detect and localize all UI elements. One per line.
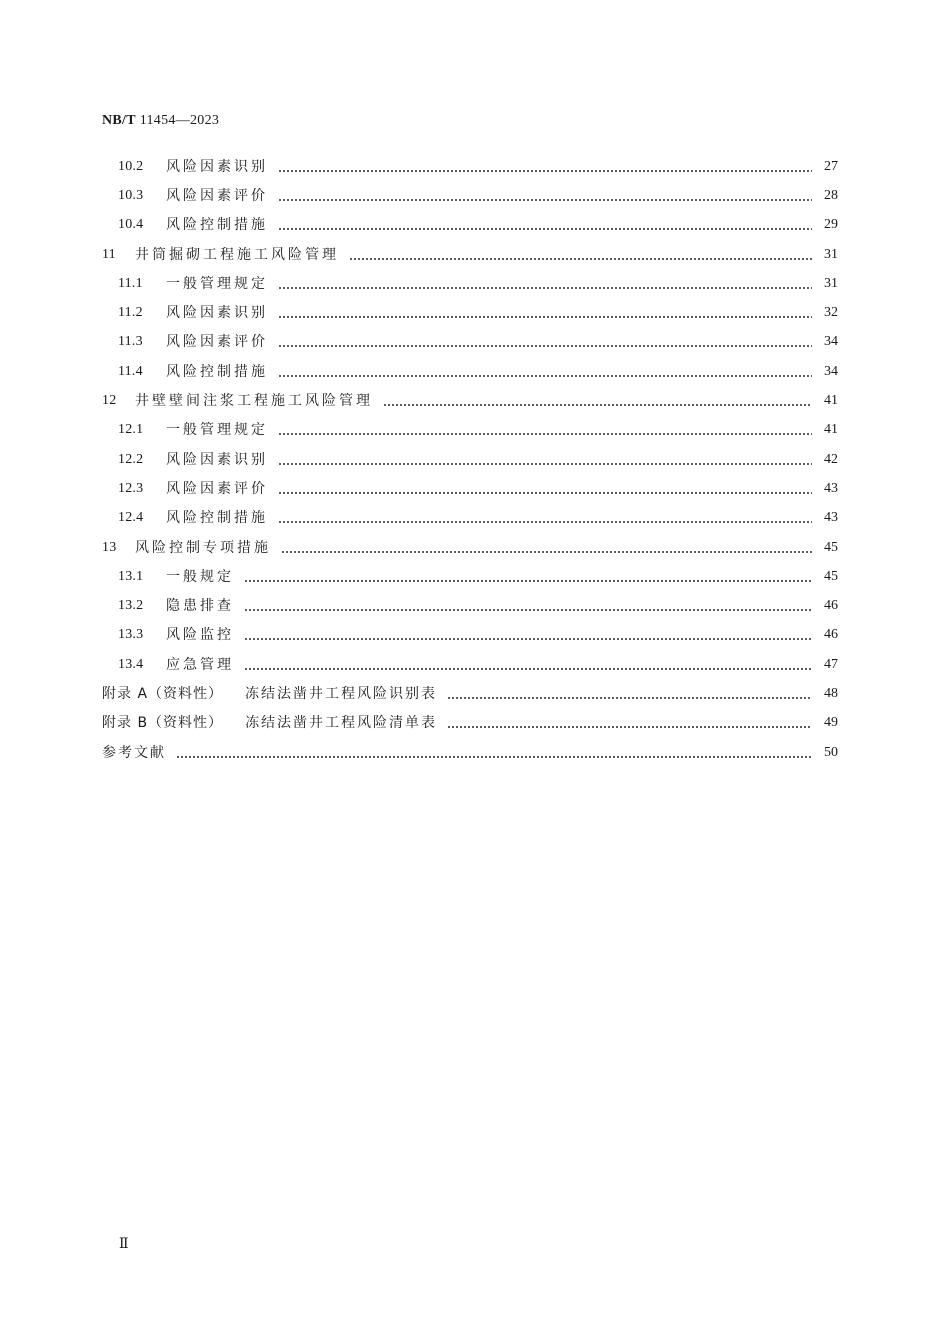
toc-entry[interactable] xyxy=(102,269,838,298)
document-code xyxy=(102,113,219,129)
toc-leader-dots xyxy=(278,160,812,174)
toc-leader-dots xyxy=(447,687,812,701)
toc-entry[interactable] xyxy=(102,562,838,591)
toc-entry-page: 46 xyxy=(824,598,838,614)
toc-leader-dots xyxy=(278,306,812,320)
toc-leader-dots xyxy=(278,482,812,496)
toc-leader-dots xyxy=(278,189,812,203)
toc-entry-title: 一般管理规定 xyxy=(166,275,268,292)
toc-entry-title: 风险控制措施 xyxy=(166,363,268,380)
toc-entry-title: 冻结法凿井工程风险识别表 xyxy=(245,685,438,702)
page-number: Ⅱ xyxy=(119,1237,129,1252)
toc-entry-page: 27 xyxy=(824,158,838,174)
toc-entry-page: 43 xyxy=(824,480,838,496)
toc-entry-page: 41 xyxy=(824,422,838,438)
toc-entry-number: 附录 A（资料性） xyxy=(102,685,224,702)
toc-entry-page: 45 xyxy=(824,568,838,584)
toc-entry-title: 风险因素评价 xyxy=(166,334,268,351)
toc-leader-dots xyxy=(244,658,812,672)
toc-entry[interactable] xyxy=(102,211,838,240)
toc-entry[interactable] xyxy=(102,474,838,503)
toc-leader-dots xyxy=(244,599,812,613)
toc-entry-title: 风险因素识别 xyxy=(166,451,268,468)
toc-entry-title: 井壁壁间注浆工程施工风险管理 xyxy=(135,393,373,410)
toc-entry-number: 13.3 xyxy=(118,627,144,643)
toc-entry-number: 13.4 xyxy=(118,656,144,672)
toc-entry[interactable] xyxy=(102,386,838,415)
toc-entry[interactable] xyxy=(102,591,838,620)
toc-entry-title: 一般管理规定 xyxy=(166,422,268,439)
toc-entry-number: 11.4 xyxy=(118,363,143,379)
toc-leader-dots xyxy=(383,394,812,408)
toc-entry-title: 井筒掘砌工程施工风险管理 xyxy=(135,246,339,263)
toc-entry[interactable] xyxy=(102,709,838,738)
toc-entry-number: 11.1 xyxy=(118,275,143,291)
toc-entry-title: 风险控制措施 xyxy=(166,510,268,527)
document-number: 11454—2023 xyxy=(139,113,220,128)
toc-entry-page: 31 xyxy=(824,246,838,262)
toc-entry-title: 风险监控 xyxy=(166,627,234,644)
toc-entry-page: 41 xyxy=(824,393,838,409)
toc-entry-title: 风险因素识别 xyxy=(166,158,268,175)
toc-entry-number: 13.2 xyxy=(118,598,144,614)
toc-leader-dots xyxy=(447,716,812,730)
toc-entry-number: 12.4 xyxy=(118,510,144,526)
toc-entry[interactable] xyxy=(102,445,838,474)
toc-entry[interactable] xyxy=(102,152,838,181)
toc-entry-page: 48 xyxy=(824,685,838,701)
toc-entry-number: 13 xyxy=(102,539,117,555)
toc-entry[interactable] xyxy=(102,679,838,708)
toc-entry-number: 12.1 xyxy=(118,422,144,438)
toc-leader-dots xyxy=(278,423,812,437)
toc-entry-number: 11.3 xyxy=(118,334,143,350)
toc-entry-page: 32 xyxy=(824,305,838,321)
toc-entry-title: 风险控制专项措施 xyxy=(135,539,271,556)
toc-leader-dots xyxy=(281,541,812,555)
toc-entry-title: 冻结法凿井工程风险清单表 xyxy=(245,715,438,732)
toc-leader-dots xyxy=(349,248,812,262)
toc-entry-number: 12.3 xyxy=(118,480,144,496)
toc-entry[interactable] xyxy=(102,298,838,327)
toc-entry-number: 附录 B（资料性） xyxy=(102,715,224,732)
toc-entry-page: 29 xyxy=(824,217,838,233)
document-prefix: NB/T xyxy=(102,113,136,128)
toc-entry[interactable] xyxy=(102,504,838,533)
toc-leader-dots xyxy=(176,746,812,760)
toc-entry-number: 11.2 xyxy=(118,305,143,321)
toc-entry-title: 风险因素评价 xyxy=(166,187,268,204)
toc-entry-number: 10.3 xyxy=(118,187,144,203)
toc-entry-page: 47 xyxy=(824,656,838,672)
toc-entry-page: 31 xyxy=(824,275,838,291)
toc-leader-dots xyxy=(278,277,812,291)
toc-entry-page: 43 xyxy=(824,510,838,526)
toc-leader-dots xyxy=(278,365,812,379)
toc-entry-title: 应急管理 xyxy=(166,656,234,673)
toc-entry[interactable] xyxy=(102,416,838,445)
toc-entry-title: 风险因素识别 xyxy=(166,305,268,322)
toc-entry-page: 50 xyxy=(824,744,838,760)
toc-leader-dots xyxy=(244,628,812,642)
toc-entry-page: 46 xyxy=(824,627,838,643)
toc-entry-page: 28 xyxy=(824,187,838,203)
toc-leader-dots xyxy=(278,335,812,349)
toc-entry[interactable] xyxy=(102,181,838,210)
toc-entry[interactable] xyxy=(102,328,838,357)
toc-entry[interactable] xyxy=(102,738,838,767)
toc-entry-page: 42 xyxy=(824,451,838,467)
toc-entry-number: 11 xyxy=(102,246,116,262)
toc-entry-number: 12 xyxy=(102,393,117,409)
toc-leader-dots xyxy=(244,570,812,584)
toc-entry[interactable] xyxy=(102,533,838,562)
toc-entry-title: 风险因素评价 xyxy=(166,480,268,497)
toc-entry-title: 参考文献 xyxy=(102,744,166,761)
toc-entry-page: 45 xyxy=(824,539,838,555)
toc-entry-number: 13.1 xyxy=(118,568,144,584)
toc-entry-page: 49 xyxy=(824,715,838,731)
toc-entry-page: 34 xyxy=(824,363,838,379)
toc-entry[interactable] xyxy=(102,650,838,679)
toc-entry-title: 隐患排查 xyxy=(166,598,234,615)
toc-leader-dots xyxy=(278,218,812,232)
toc-entry-number: 12.2 xyxy=(118,451,144,467)
toc-leader-dots xyxy=(278,453,812,467)
toc-entry-number: 10.2 xyxy=(118,158,144,174)
toc-entry[interactable] xyxy=(102,240,838,269)
toc-entry-number: 10.4 xyxy=(118,217,144,233)
toc-entry[interactable] xyxy=(102,357,838,386)
table-of-contents xyxy=(102,152,838,767)
toc-entry[interactable] xyxy=(102,621,838,650)
toc-entry-page: 34 xyxy=(824,334,838,350)
toc-entry-title: 风险控制措施 xyxy=(166,217,268,234)
toc-entry-title: 一般规定 xyxy=(166,568,234,585)
toc-leader-dots xyxy=(278,511,812,525)
